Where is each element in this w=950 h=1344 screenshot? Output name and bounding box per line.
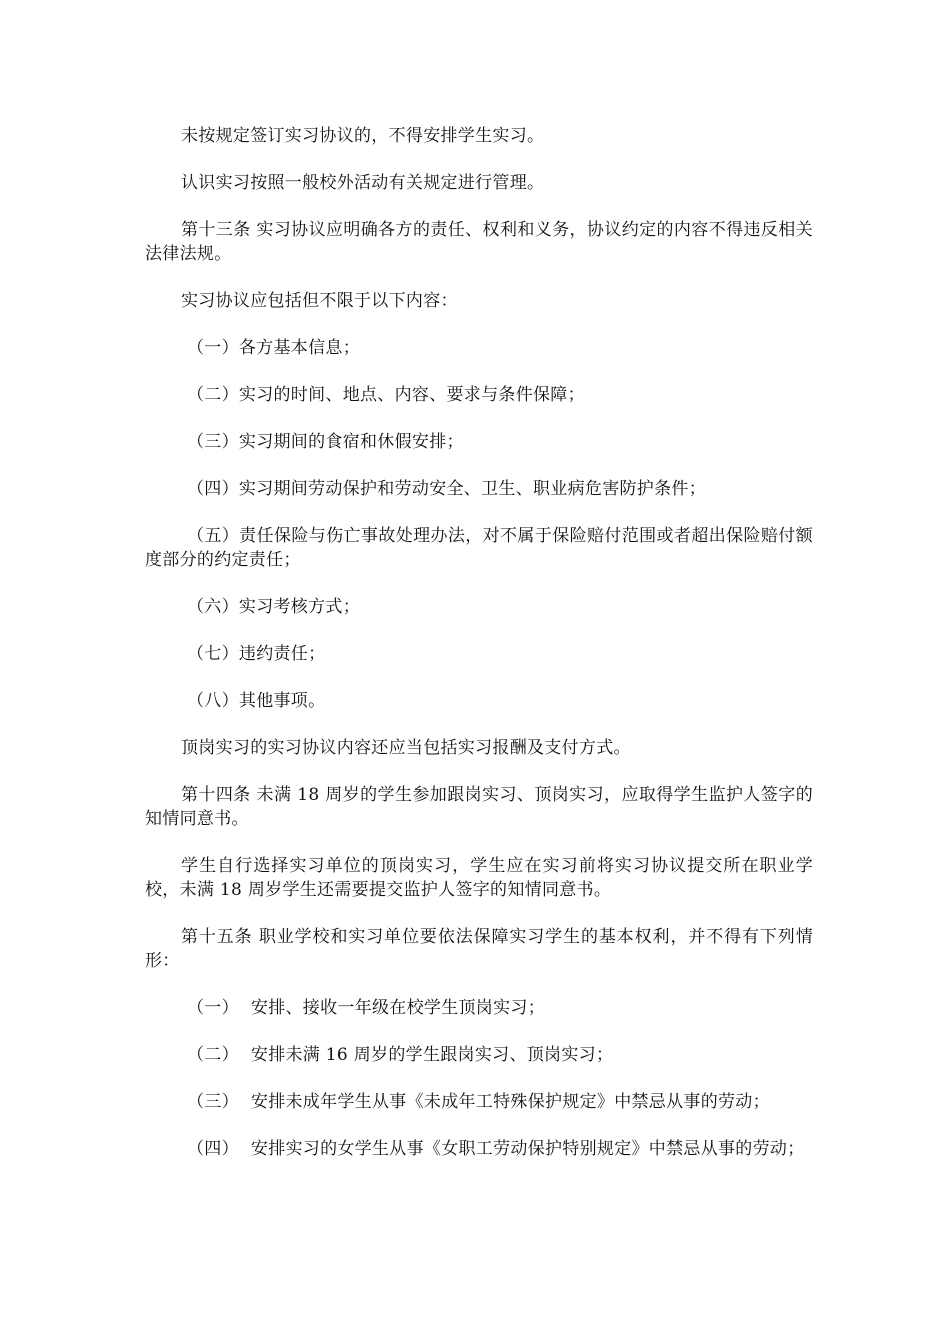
clause-2: （二）实习的时间、地点、内容、要求与条件保障； xyxy=(187,385,585,405)
paragraph-1: 未按规定签订实习协议的，不得安排学生实习。 xyxy=(181,126,545,146)
article-13: 第十三条 实习协议应明确各方的责任、权利和义务，协议约定的内容不得违反相关法律法规。 xyxy=(145,220,813,264)
clause-5: （五）责任保险与伤亡事故处理办法，对不属于保险赔付范围或者超出保险赔付额度部分的约定责任； xyxy=(145,526,813,570)
clause-7: （七）违约责任； xyxy=(187,644,326,664)
clause-3: （三）实习期间的食宿和休假安排； xyxy=(187,432,464,452)
prohibition-text: 安排实习的女学生从事《女职工劳动保护特别规定》中禁忌从事的劳动； xyxy=(250,1139,805,1159)
paragraph-2: 认识实习按照一般校外活动有关规定进行管理。 xyxy=(181,173,545,193)
clause-4: （四）实习期间劳动保护和劳动安全、卫生、职业病危害防护条件； xyxy=(187,479,706,499)
prohibition-number: （二） xyxy=(187,1045,239,1065)
prohibition-number: （四） xyxy=(187,1139,239,1159)
paragraph-13: 顶岗实习的实习协议内容还应当包括实习报酬及支付方式。 xyxy=(181,738,631,758)
article-15: 第十五条 职业学校和实习单位要依法保障实习学生的基本权利，并不得有下列情形： xyxy=(145,927,813,971)
prohibition-3 xyxy=(145,1090,813,1114)
paragraph-15: 学生自行选择实习单位的顶岗实习，学生应在实习前将实习协议提交所在职业学校，未满 18 周岁学生还需要提交监护人签字的知情同意书。 xyxy=(145,856,813,900)
prohibition-text: 安排、接收一年级在校学生顶岗实习； xyxy=(250,998,546,1018)
prohibition-number: （一） xyxy=(187,998,239,1018)
document-page xyxy=(145,124,813,1184)
clause-1: （一）各方基本信息； xyxy=(187,338,360,358)
prohibition-text: 安排未满 16 周岁的学生跟岗实习、顶岗实习； xyxy=(250,1045,614,1065)
clause-6: （六）实习考核方式； xyxy=(187,597,360,617)
article-14: 第十四条 未满 18 周岁的学生参加跟岗实习、顶岗实习，应取得学生监护人签字的知情同意书。 xyxy=(145,785,813,829)
clause-8: （八）其他事项。 xyxy=(187,691,326,711)
prohibition-1 xyxy=(145,996,813,1020)
prohibition-2 xyxy=(145,1043,813,1067)
prohibition-text: 安排未成年学生从事《未成年工特殊保护规定》中禁忌从事的劳动； xyxy=(250,1092,770,1112)
prohibition-number: （三） xyxy=(187,1092,239,1112)
prohibition-4 xyxy=(145,1137,813,1161)
paragraph-4: 实习协议应包括但不限于以下内容： xyxy=(181,291,458,311)
